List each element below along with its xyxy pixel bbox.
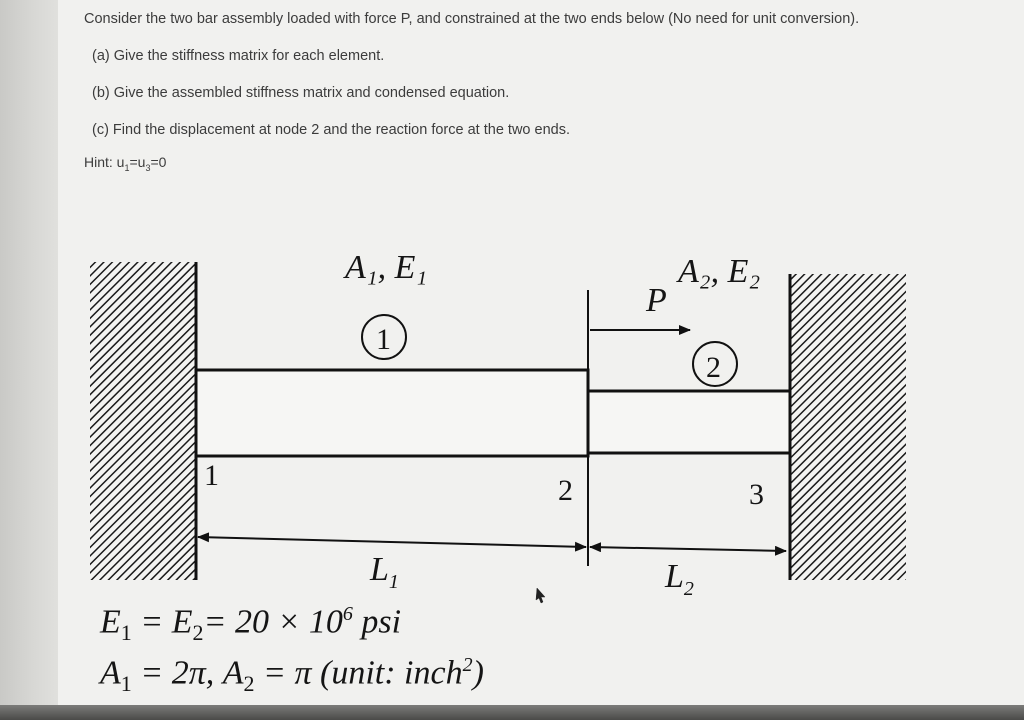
eq1-mid: = E	[131, 603, 193, 641]
label-L2-letter: L	[665, 558, 684, 595]
eq1-E1: E	[100, 603, 121, 641]
node-3-label: 3	[749, 478, 764, 511]
hint-prefix: Hint: u	[84, 154, 125, 170]
eq1-sub1: 1	[120, 620, 132, 646]
problem-intro: Consider the two bar assembly loaded with force P, and constrained at the two ends below (No need for unit conversion).	[84, 11, 860, 27]
left-wall	[90, 262, 196, 580]
bar-element-2	[588, 391, 790, 453]
eq1-exp: 6	[342, 603, 353, 625]
eq2-exp: 2	[462, 654, 473, 676]
question-c: (c) Find the displacement at node 2 and the reaction force at the two ends.	[92, 122, 570, 138]
label-L2	[664, 558, 694, 600]
eq1-unit: psi	[352, 603, 402, 641]
eq1-sub2: 2	[192, 620, 204, 646]
dimension-L2	[590, 547, 786, 551]
eq2-end: )	[472, 654, 484, 692]
eq1-rest: = 20 × 10	[203, 603, 343, 641]
hint-sub1: 1	[124, 162, 130, 173]
label-L1-sub: 1	[388, 571, 399, 593]
eq2-sub1: 1	[120, 671, 132, 697]
mouse-cursor-icon	[536, 588, 545, 603]
label-force-P: P	[646, 282, 667, 319]
node-1-label: 1	[204, 459, 219, 492]
element-2-number: 2	[706, 351, 721, 384]
bottom-bezel	[0, 705, 1024, 720]
right-wall	[790, 274, 906, 580]
label-L1	[369, 551, 399, 593]
eq2-A1: A	[100, 654, 121, 692]
hint-suffix: =0	[150, 154, 167, 170]
node-2-label: 2	[558, 474, 573, 507]
equation-modulus	[100, 603, 401, 646]
hint-sub2: 3	[145, 162, 151, 173]
element-1-number: 1	[376, 323, 391, 356]
label-L2-sub: 2	[683, 578, 694, 600]
question-b: (b) Give the assembled stiffness matrix and condensed equation.	[92, 85, 510, 101]
label-L1-letter: L	[370, 551, 389, 588]
eq2-mid: = 2π, A	[131, 654, 244, 692]
equation-area	[100, 654, 484, 697]
label-A1-E1: A₁, E₁	[345, 249, 428, 286]
dimension-L1	[198, 537, 586, 547]
question-a: (a) Give the stiffness matrix for each element.	[92, 48, 385, 64]
eq2-sub2: 2	[243, 671, 255, 697]
label-A2-E2: A₂, E₂	[678, 253, 761, 290]
eq2-rest: = π (unit: inch	[254, 654, 463, 692]
hint-mid: =u	[129, 154, 146, 170]
bar-element-1	[196, 370, 588, 456]
